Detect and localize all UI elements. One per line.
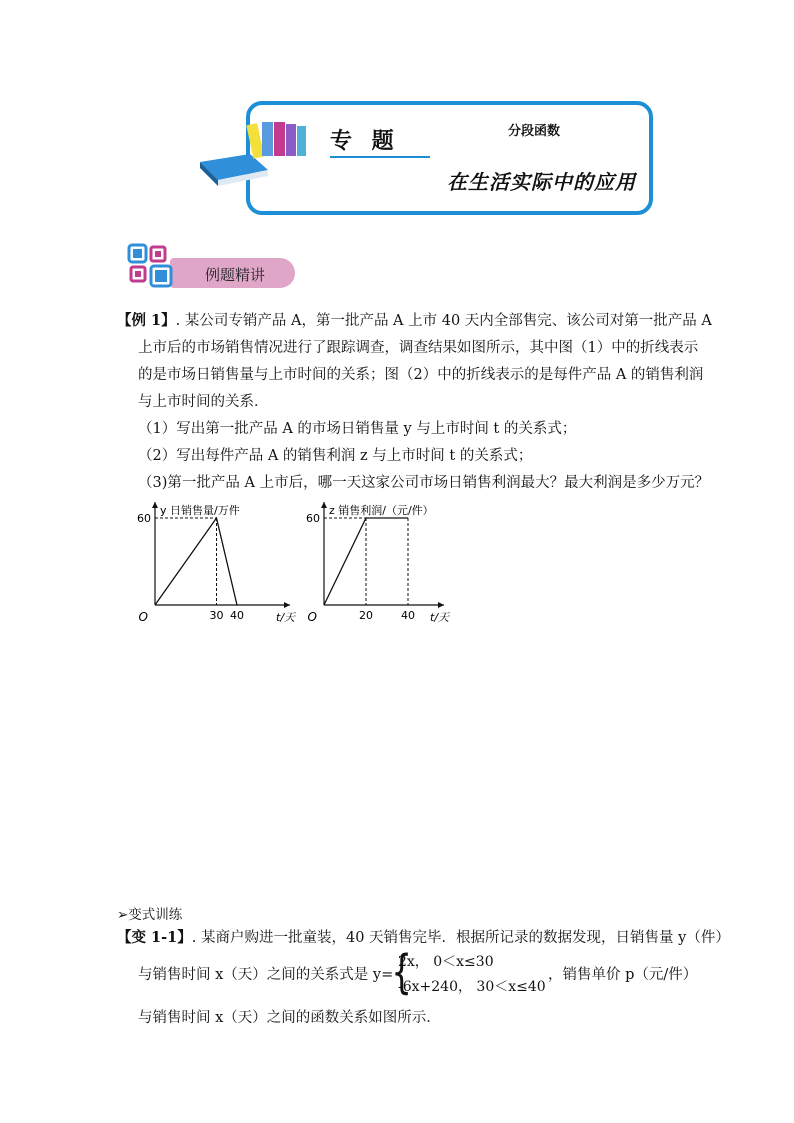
- example1-line2: 上市后的市场销售情况进行了跟踪调查，调查结果如图所示，其中图（1）中的折线表示: [138, 340, 699, 356]
- data-line: [155, 518, 237, 605]
- origin-label: O: [307, 610, 317, 624]
- variant-line2-pre: 与销售时间 x（天）之间的关系式是 y=: [138, 967, 394, 983]
- piecewise-brace: {: [391, 945, 412, 999]
- example1-line4: 与上市时间的关系．: [138, 394, 269, 410]
- y-axis-arrow: [152, 502, 158, 508]
- y-axis-label: y 日销售量/万件: [160, 504, 240, 517]
- x-axis-label: t/天: [430, 611, 450, 624]
- subtitle-big: 在生活实际中的应用: [447, 170, 636, 194]
- grid-squares-icon: [127, 243, 177, 289]
- variant-heading: ➢变式训练: [117, 907, 183, 923]
- piecewise-case-2: -6x+240， 30＜x≤40: [398, 979, 546, 995]
- y-tick-label: 60: [137, 512, 151, 525]
- x-tick-label: 40: [230, 609, 244, 622]
- chart-sales-volume: [130, 498, 300, 628]
- example1-line1-text: . 某公司专销产品 A，第一批产品 A 上市 40 天内全部售完、该公司对第一批产品 A: [175, 313, 712, 329]
- x-tick-label: 20: [359, 609, 373, 622]
- question-1: （1）写出第一批产品 A 的市场日销售量 y 与上市时间 t 的关系式；: [138, 421, 577, 437]
- piecewise-case-1: 2x， 0＜x≤30: [398, 954, 494, 970]
- variant-label: 【变 1-1】: [117, 929, 192, 946]
- topic-label: 专 题: [330, 128, 400, 154]
- y-axis-arrow: [321, 502, 327, 508]
- y-axis-label: z 销售利润/（元/件）: [329, 504, 434, 517]
- y-tick-label: 60: [306, 512, 320, 525]
- question-2: （2）写出每件产品 A 的销售利润 z 与上市时间 t 的关系式；: [138, 448, 533, 464]
- books-icon: [190, 112, 310, 192]
- x-tick-label: 30: [209, 609, 224, 622]
- variant-line3: 与销售时间 x（天）之间的函数关系如图所示．: [138, 1010, 441, 1026]
- data-line: [324, 518, 408, 605]
- variant-line1-text: . 某商户购进一批童装，40 天销售完毕．根据所记录的数据发现，日销售量 y（件）: [191, 930, 730, 946]
- origin-label: O: [138, 610, 148, 624]
- x-axis-arrow: [438, 602, 444, 608]
- section-title: 例题精讲: [205, 266, 266, 284]
- chart-profit-per-item: [300, 498, 460, 628]
- question-3: （3)第一批产品 A 上市后，哪一天这家公司市场日销售利润最大？最大利润是多少万元？: [138, 475, 710, 491]
- subtitle-small: 分段函数: [508, 124, 561, 139]
- x-axis-label: t/天: [276, 611, 296, 624]
- x-tick-label: 40: [401, 609, 415, 622]
- header-divider: [330, 156, 430, 158]
- variant-line1: [117, 928, 730, 948]
- example1-label: 【例 1】: [117, 312, 176, 329]
- x-axis-arrow: [284, 602, 290, 608]
- example1-line1: [117, 311, 712, 331]
- variant-line2-post: ，销售单价 p（元/件）: [548, 967, 698, 983]
- example1-line3: 的是市场日销售量与上市时间的关系；图（2）中的折线表示的是每件产品 A 的销售利润: [138, 367, 704, 383]
